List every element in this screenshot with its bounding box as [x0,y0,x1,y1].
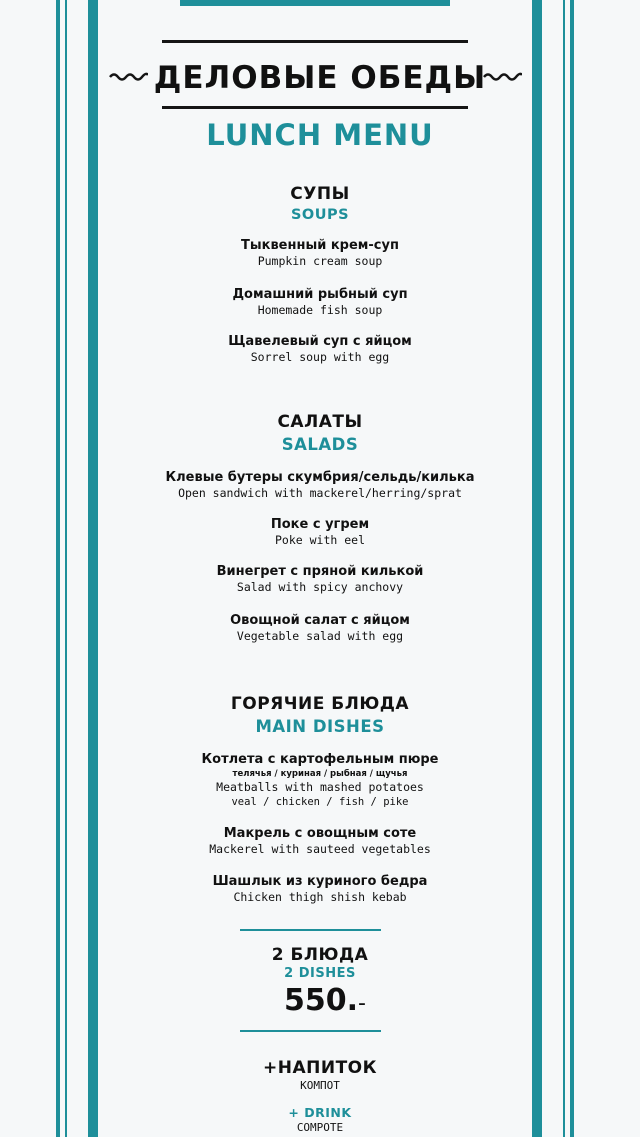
item-name-en: Vegetable salad with egg [236,629,404,643]
section-main-dishes [0,693,640,737]
item-name-en: Poke with eel [274,533,365,547]
menu-item [0,516,640,548]
price-value: 550. [284,983,359,1018]
drink-title-en: + DRINK [288,1105,352,1120]
item-name-en: Open sandwich with mackerel/herring/sprat [178,486,462,500]
menu-item [0,469,640,501]
item-name-ru: Тыквенный крем-суп [241,238,399,253]
drink-sub-en: COMPOTE [296,1121,344,1134]
section-title-ru: САЛАТЫ [277,412,363,432]
item-name-ru: Овощной салат с яйцом [230,613,410,628]
item-name-ru: Винегрет с пряной килькой [216,564,424,579]
combo-title-ru: 2 БЛЮДА [271,945,369,965]
drink-block [0,1057,640,1093]
item-name-en: Mackerel with sauteed vegetables [209,842,431,856]
item-name-ru: Шашлык из куриного бедра [212,874,428,889]
section-title-en: SALADS [281,435,359,454]
item-name-ru: Котлета с картофельным пюре [201,752,439,767]
item-name-en: Homemade fish soup [257,303,383,317]
header-rule-top [162,40,468,43]
item-name-ru: Клевые бутеры скумбрия/сельдь/килька [165,470,475,485]
item-name-en: Sorrel soup with egg [250,350,390,364]
price-suffix: - [358,991,366,1016]
menu-item [0,237,640,269]
item-name-en: Chicken thigh shish kebab [233,890,407,904]
combo-price [284,982,366,1023]
section-title-en: MAIN DISHES [255,717,385,736]
item-options-en: veal / chicken / fish / pike [231,796,409,808]
menu-item [0,873,640,905]
item-name-ru: Домашний рыбный суп [232,287,408,302]
section-soups [0,183,640,225]
price-rule-top [240,929,381,931]
drink-sub-ru: КОМПОТ [300,1079,340,1092]
combo-block [0,944,640,982]
top-accent-bar [180,0,450,6]
section-title-ru: ГОРЯЧИЕ БЛЮДА [230,694,410,714]
menu-item [0,286,640,318]
drink-title-ru: +НАПИТОК [262,1058,378,1078]
section-title-en: SOUPS [290,207,350,223]
menu-item [0,612,640,644]
page-title: ДЕЛОВЫЕ ОБЕДЫ [153,60,487,96]
menu-item [0,563,640,595]
section-salads [0,411,640,455]
item-name-ru: Щавелевый суп с яйцом [228,334,412,349]
item-name-ru: Макрель с овощным соте [223,826,417,841]
page-subtitle: LUNCH MENU [206,118,434,152]
menu-item [0,333,640,365]
section-title-ru: СУПЫ [290,184,350,204]
item-name-en: Salad with spicy anchovy [236,580,404,594]
item-name-en: Pumpkin cream soup [257,254,383,268]
menu-item [0,825,640,857]
item-name-ru: Поке с угрем [270,517,370,532]
header-rule-bottom [162,106,468,109]
drink-block-en [0,1105,640,1135]
combo-title-en: 2 DISHES [284,966,356,981]
price-rule-bottom [240,1030,381,1032]
menu-item [0,751,640,809]
item-name-en: Meatballs with mashed potatoes [216,780,424,794]
item-options-ru: телячья / куриная / рыбная / щучья [232,769,408,779]
